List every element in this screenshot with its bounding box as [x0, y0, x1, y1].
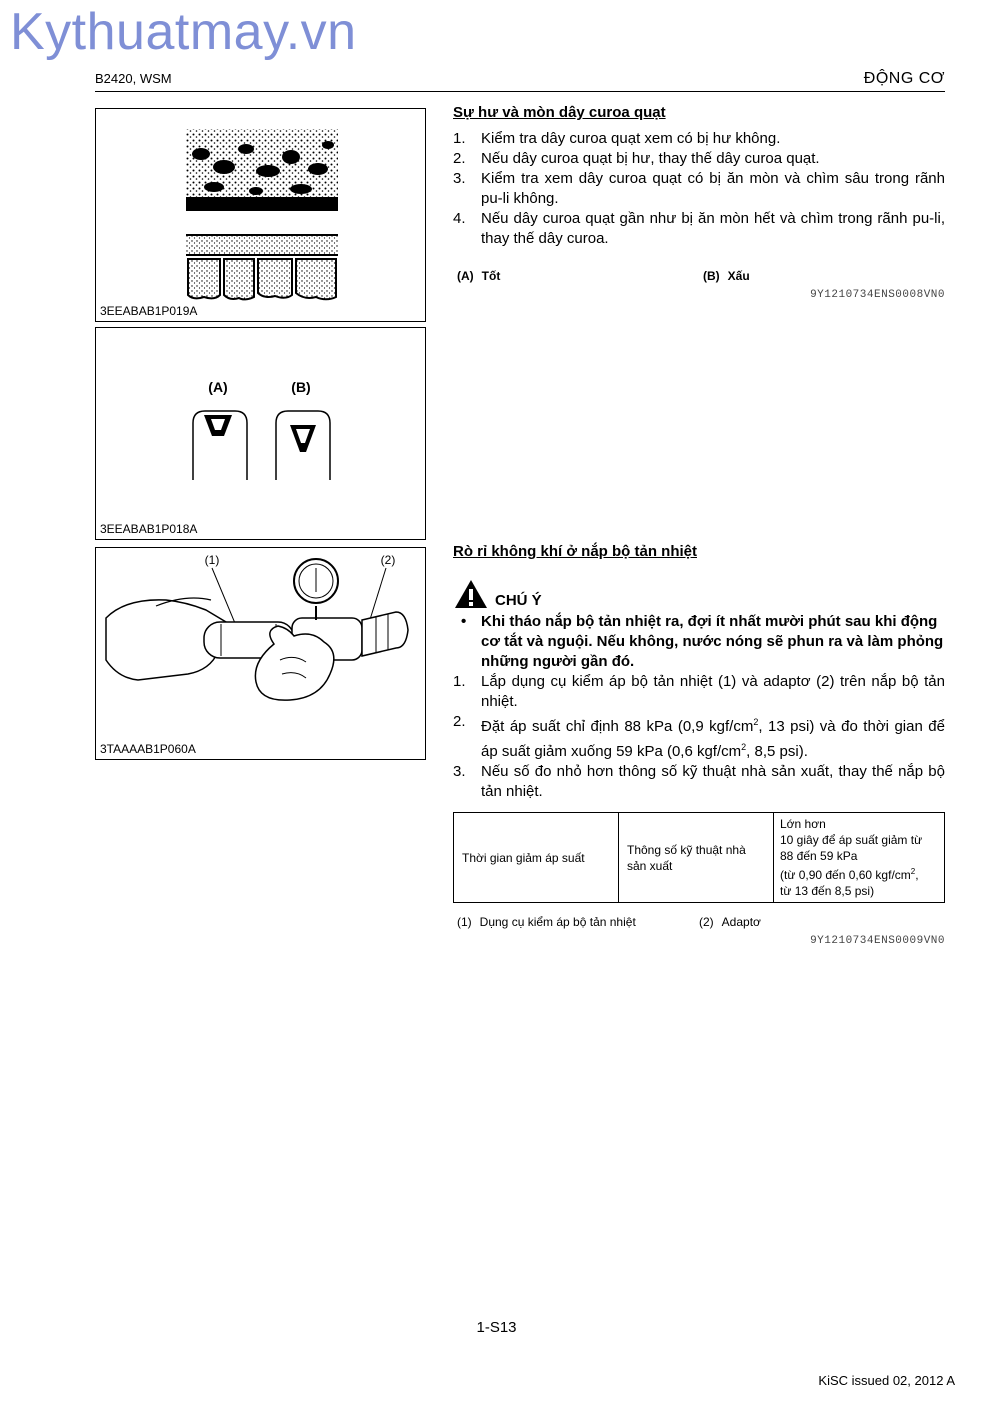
table-row	[454, 813, 945, 903]
step-item	[453, 762, 945, 802]
step-text-part: , 8,5 psi).	[746, 743, 808, 760]
step-number: 1.	[453, 130, 466, 147]
step-text: Nếu dây curoa quạt bị hư, thay thế dây curoa quạt.	[481, 150, 820, 167]
section-radiator-cap	[453, 543, 945, 947]
step-number: 3.	[453, 763, 466, 780]
legend-text: Dụng cụ kiểm áp bộ tản nhiệt	[479, 915, 636, 929]
steps-list	[453, 129, 945, 249]
belt-groove-illustration	[96, 328, 425, 539]
step-text: Kiểm tra xem dây curoa quạt có bị ăn mòn và chìm sâu trong rãnh pu-li không.	[481, 170, 945, 207]
caution-text	[453, 612, 945, 672]
site-watermark: Kythuatmay.vn	[10, 3, 357, 61]
header-rule	[95, 91, 945, 92]
section-title: Rò rỉ không khí ở nắp bộ tản nhiệt	[453, 543, 697, 560]
figure-caption: 3EEABAB1P018A	[100, 522, 198, 536]
warning-icon	[453, 578, 489, 610]
step-text-part: , 13 psi) và đo thời gian để áp suất giảm xuống 59 kPa (0,6 kgf/cm	[481, 718, 945, 760]
step-text-part: Đặt áp suất chỉ định 88 kPa (0,9 kgf/cm	[481, 718, 754, 735]
step-text: Lắp dụng cụ kiểm áp bộ tản nhiệt (1) và adaptơ (2) trên nắp bộ tản nhiệt.	[481, 673, 945, 710]
step-item	[453, 209, 945, 249]
legend-item	[453, 269, 703, 283]
legend-key: (B)	[703, 269, 720, 283]
step-item	[453, 129, 945, 149]
section-title: Sự hư và mòn dây curoa quạt	[453, 104, 666, 121]
figure-label-2: (2)	[380, 553, 396, 567]
step-number: 1.	[453, 673, 466, 690]
spec-table	[453, 812, 945, 903]
section-fan-belt	[453, 104, 945, 301]
steps-list	[453, 672, 945, 802]
figure-label-b: (B)	[291, 379, 311, 395]
step-text	[481, 718, 945, 760]
figure-caption: 3EEABAB1P019A	[100, 304, 198, 318]
figure-legend	[453, 269, 945, 283]
footer-issue: KiSC issued 02, 2012 A	[818, 1373, 955, 1388]
legend-item	[453, 915, 699, 929]
table-cell	[774, 813, 945, 903]
caution-title: CHÚ Ý	[495, 592, 542, 609]
figure-radiator-tester	[95, 547, 426, 760]
table-cell: Thời gian giảm áp suất	[454, 813, 619, 903]
figure-legend	[453, 915, 945, 929]
step-item	[453, 672, 945, 712]
legend-key: (1)	[457, 915, 472, 929]
step-item	[453, 169, 945, 209]
step-text: Nếu số đo nhỏ hơn thông số kỹ thuật nhà sản xuất, thay thế nắp bộ tản nhiệt.	[481, 763, 945, 800]
caution-header	[453, 578, 945, 610]
legend-key: (A)	[457, 269, 474, 283]
step-item	[453, 712, 945, 762]
belt-wear-illustration	[96, 109, 425, 321]
document-code: 9Y1210734ENS0008VN0	[810, 289, 945, 301]
spec-line: Lớn hơn	[780, 817, 826, 831]
step-number: 2.	[453, 150, 466, 167]
spec-line	[780, 864, 938, 883]
legend-key: (2)	[699, 915, 714, 929]
caution-body: Khi tháo nắp bộ tản nhiệt ra, đợi ít nhất mười phút sau khi động cơ tắt và nguội. Nếu không, nước nóng sẽ phun ra và làm phỏng những người gần đó.	[481, 613, 944, 670]
figure-label-a: (A)	[208, 379, 228, 395]
step-number: 3.	[453, 170, 466, 187]
document-code: 9Y1210734ENS0009VN0	[810, 935, 945, 947]
step-number: 2.	[453, 713, 466, 730]
figure-belt-wear	[95, 108, 426, 322]
spec-line: từ 13 đến 8,5 psi)	[780, 884, 875, 898]
legend-item	[699, 915, 761, 929]
superscript: 2	[910, 867, 916, 876]
table-cell: Thông số kỹ thuật nhà sản xuất	[619, 813, 774, 903]
legend-text: Tốt	[481, 269, 501, 283]
figure-label-1: (1)	[204, 553, 220, 567]
step-text: Nếu dây curoa quạt gần như bị ăn mòn hết và chìm trong rãnh pu-li, thay thế dây curoa.	[481, 210, 945, 247]
legend-item	[703, 269, 750, 283]
figure-caption: 3TAAAAB1P060A	[100, 742, 196, 756]
superscript: 2	[753, 717, 759, 727]
header-model: B2420, WSM	[95, 71, 172, 86]
spec-text: ,	[915, 868, 919, 882]
bullet-icon: •	[461, 613, 467, 630]
header-chapter: ĐỘNG CƠ	[863, 70, 945, 87]
page-number: 1-S13	[476, 1319, 517, 1336]
spec-text: (từ 0,90 đến 0,60 kgf/cm	[780, 868, 911, 882]
step-text: Kiểm tra dây curoa quạt xem có bị hư không.	[481, 130, 781, 147]
legend-text: Xấu	[727, 269, 750, 283]
superscript: 2	[741, 742, 747, 752]
figure-belt-groove	[95, 327, 426, 540]
radiator-tester-illustration	[96, 548, 425, 759]
step-item	[453, 149, 945, 169]
legend-text: Adaptơ	[721, 915, 761, 929]
spec-line: 10 giây để áp suất giảm từ 88 đến 59 kPa	[780, 833, 923, 863]
step-number: 4.	[453, 210, 466, 227]
